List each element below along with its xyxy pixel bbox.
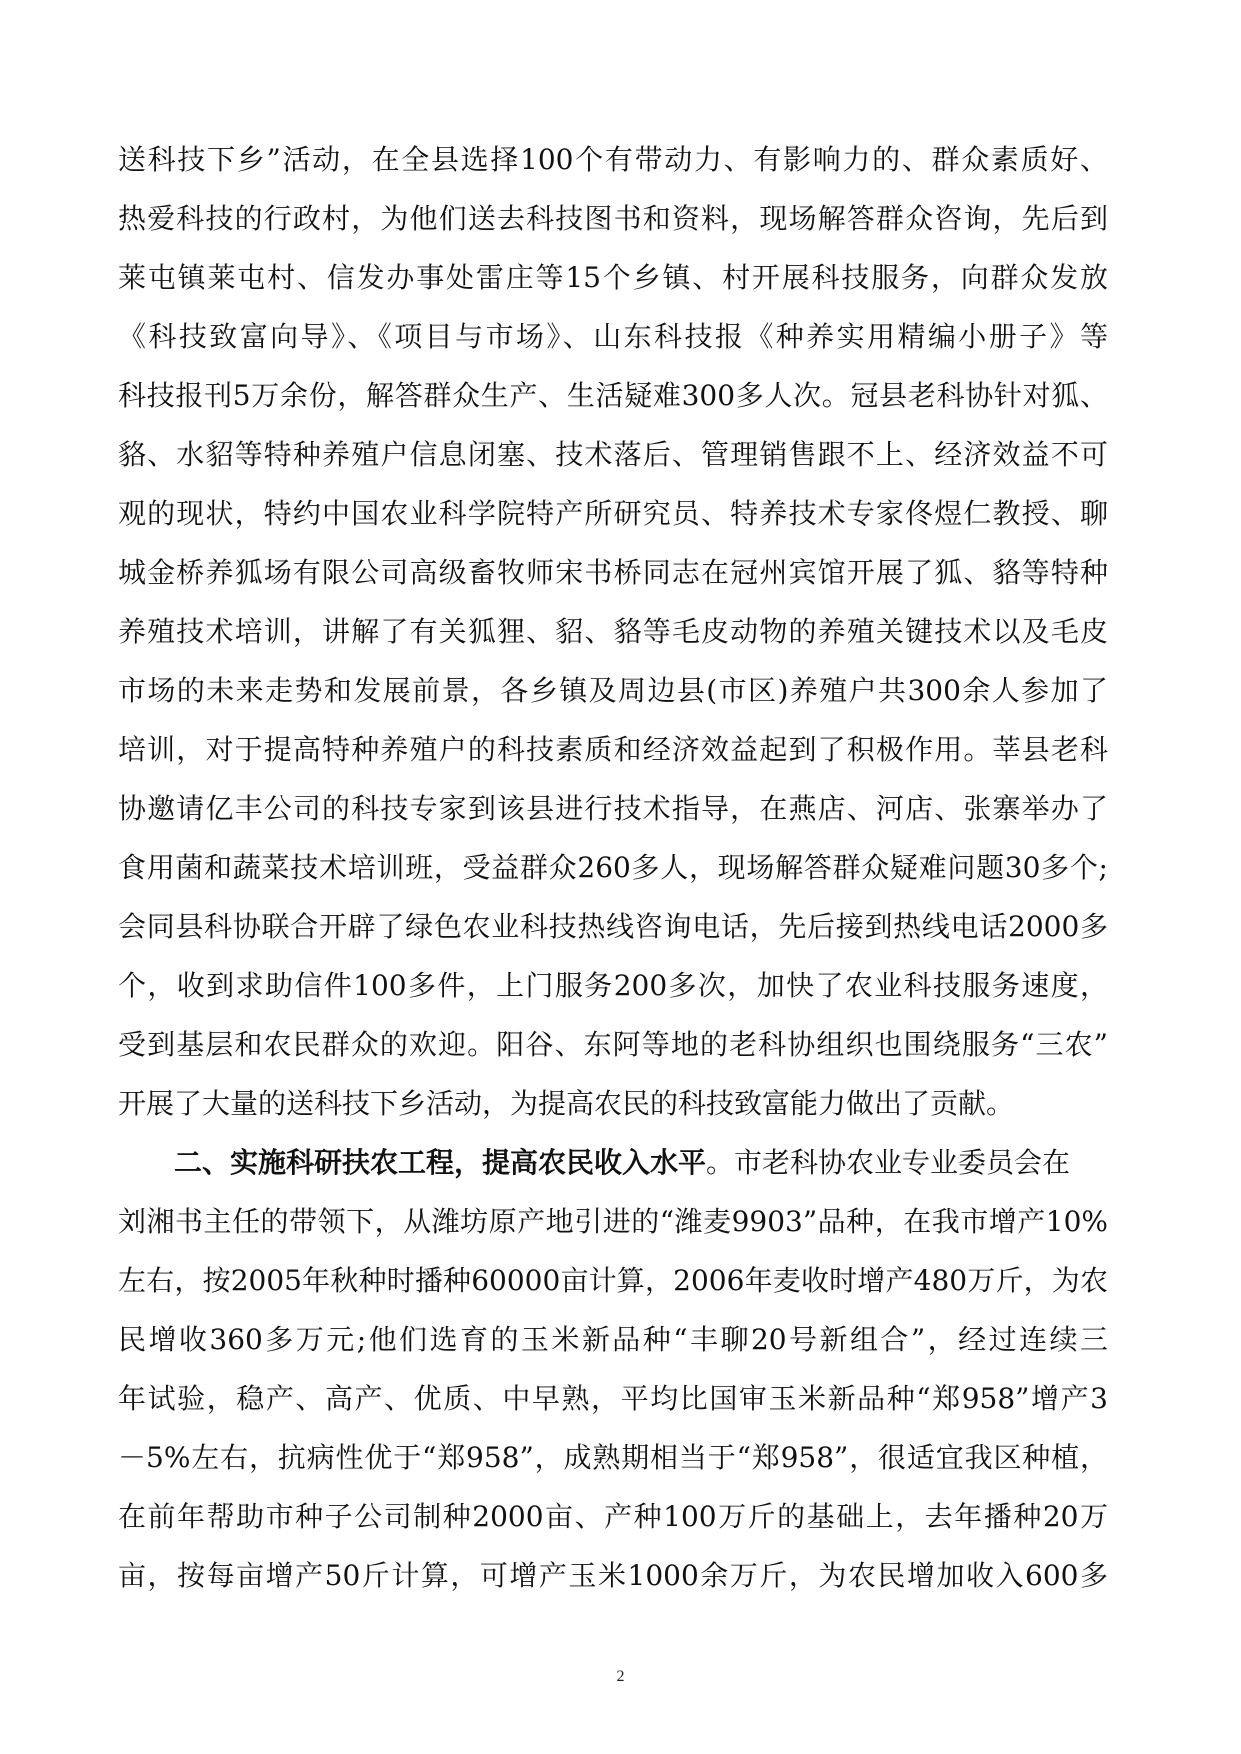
text-line: 养殖技术培训，讲解了有关狐狸、貂、貉等毛皮动物的养殖关键技术以及毛皮 [118,615,1108,648]
text-line: 科技报刊5万余份，解答群众生产、生活疑难300多人次。冠县老科协针对狐、 [118,379,1108,412]
text-line: 受到基层和农民群众的欢迎。阳谷、东阿等地的老科协组织也围绕服务“三农” [118,1028,1108,1061]
text-line: 《科技致富向导》、《项目与市场》、山东科技报《种养实用精编小册子》等 [118,320,1108,353]
heading-continuation: 。市老科协农业专业委员会在 [706,1146,1071,1179]
text-line: 城金桥养狐场有限公司高级畜牧师宋书桥同志在冠州宾馆开展了狐、貉等特种 [118,556,1108,589]
text-line: 莱屯镇莱屯村、信发办事处雷庄等15个乡镇、村开展科技服务，向群众发放 [118,261,1108,294]
text-line: 协邀请亿丰公司的科技专家到该县进行技术指导，在燕店、河店、张寨举办了 [118,792,1108,825]
page-number: 2 [616,1668,625,1685]
text-line: 热爱科技的行政村，为他们送去科技图书和资料，现场解答群众咨询，先后到 [118,202,1108,235]
text-line: 左右，按2005年秋种时播种60000亩计算，2006年麦收时增产480万斤，为农 [118,1264,1108,1297]
paragraph-first-line [118,1133,1108,1192]
text-line: 个，收到求助信件100多件，上门服务200多次，加快了农业科技服务速度， [118,969,1108,1002]
text-line: 刘湘书主任的带领下，从潍坊原产地引进的“潍麦9903”品种，在我市增产10% [118,1205,1108,1238]
text-line: －5%左右，抗病性优于“郑958”，成熟期相当于“郑958”，很适宜我区种植， [118,1441,1108,1474]
text-line: 观的现状，特约中国农业科学院特产所研究员、特养技术专家佟煜仁教授、聊 [118,497,1108,530]
text-line: 年试验，稳产、高产、优质、中早熟，平均比国审玉米新品种“郑958”增产3 [118,1382,1108,1415]
text-line: 食用菌和蔬菜技术培训班，受益群众260多人，现场解答群众疑难问题30多个; [118,851,1108,884]
body-text [118,130,1108,1605]
text-line: 送科技下乡”活动，在全县选择100个有带动力、有影响力的、群众素质好、 [118,143,1108,176]
text-line: 开展了大量的送科技下乡活动，为提高农民的科技致富能力做出了贡献。 [118,1087,1015,1120]
text-line: 培训，对于提高特种养殖户的科技素质和经济效益起到了积极作用。莘县老科 [118,733,1108,766]
text-line: 貉、水貂等特种养殖户信息闭塞、技术落后、管理销售跟不上、经济效益不可 [118,438,1108,471]
text-line: 在前年帮助市种子公司制种2000亩、产种100万斤的基础上，去年播种20万 [118,1500,1108,1533]
paragraph-1 [118,130,1108,1133]
paragraph-2 [118,1133,1108,1605]
text-line: 会同县科协联合开辟了绿色农业科技热线咨询电话，先后接到热线电话2000多 [118,910,1108,943]
section-heading: 二、实施科研扶农工程，提高农民收入水平 [174,1146,707,1179]
text-line: 民增收360多万元;他们选育的玉米新品种“丰聊20号新组合”，经过连续三 [118,1323,1108,1356]
text-line: 市场的未来走势和发展前景，各乡镇及周边县(市区)养殖户共300余人参加了 [118,674,1108,707]
text-line: 亩，按每亩增产50斤计算，可增产玉米1000余万斤，为农民增加收入600多 [118,1559,1108,1592]
